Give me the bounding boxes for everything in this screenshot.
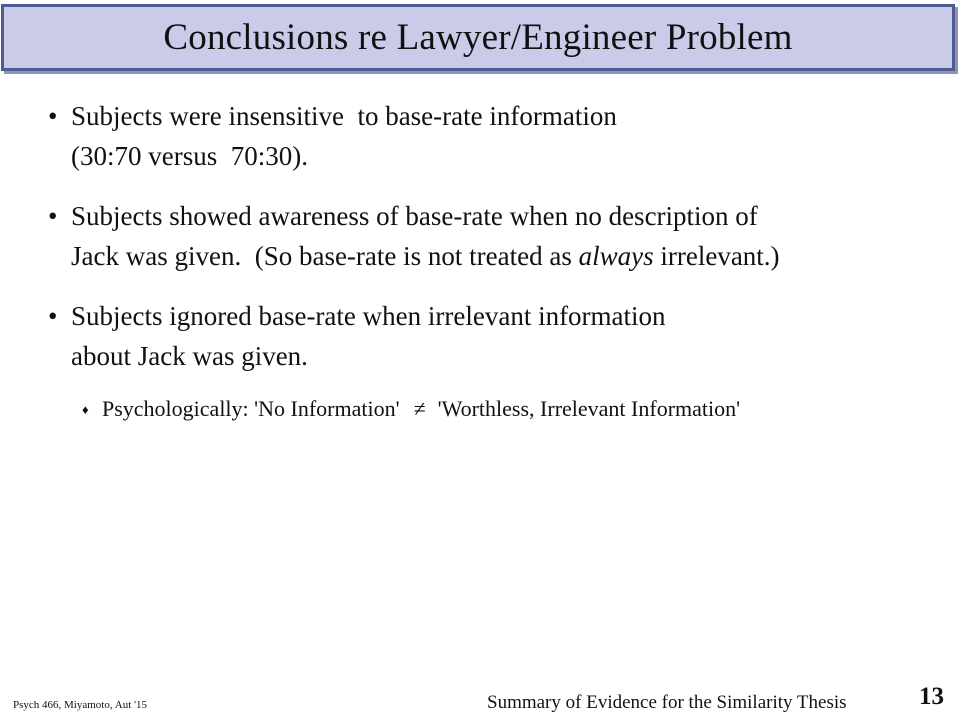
- bullet-marker: •: [48, 201, 58, 231]
- bullet-line-2: about Jack was given.: [71, 341, 308, 371]
- sub-bullet-suffix: 'Worthless, Irrelevant Information': [437, 396, 741, 421]
- not-equal-symbol: ≠: [413, 396, 426, 421]
- page-number: 13: [919, 683, 944, 710]
- title-bar: [1, 4, 955, 71]
- section-footer: Summary of Evidence for the Similarity Thesis: [487, 692, 847, 713]
- bullet-line-1: Subjects were insensitive to base-rate information: [71, 101, 617, 131]
- diamond-icon: ♦: [82, 402, 89, 417]
- bullet-line-2-start: Jack was given. (So base-rate is not treated as: [71, 241, 579, 271]
- bullet-text: [71, 96, 931, 176]
- bullet-marker: •: [48, 101, 58, 131]
- bullet-line-1: Subjects showed awareness of base-rate when no description of: [71, 201, 758, 231]
- bullet-line-2: (30:70 versus 70:30).: [71, 141, 308, 171]
- bullet-text: [71, 196, 931, 276]
- sub-bullet-prefix: Psychologically: 'No Information': [102, 396, 400, 421]
- emphasis-always: always: [578, 241, 654, 271]
- bullet-text: [71, 296, 931, 376]
- slide-title: Conclusions re Lawyer/Engineer Problem: [163, 17, 793, 58]
- course-footer: Psych 466, Miyamoto, Aut '15: [13, 699, 147, 711]
- bullet-line-2: [71, 236, 931, 276]
- bullet-marker: •: [48, 301, 58, 331]
- sub-bullet: [82, 394, 942, 425]
- bullet-line-1: Subjects ignored base-rate when irrelevant information: [71, 301, 666, 331]
- bullet-line-2-end: irrelevant.): [653, 241, 780, 271]
